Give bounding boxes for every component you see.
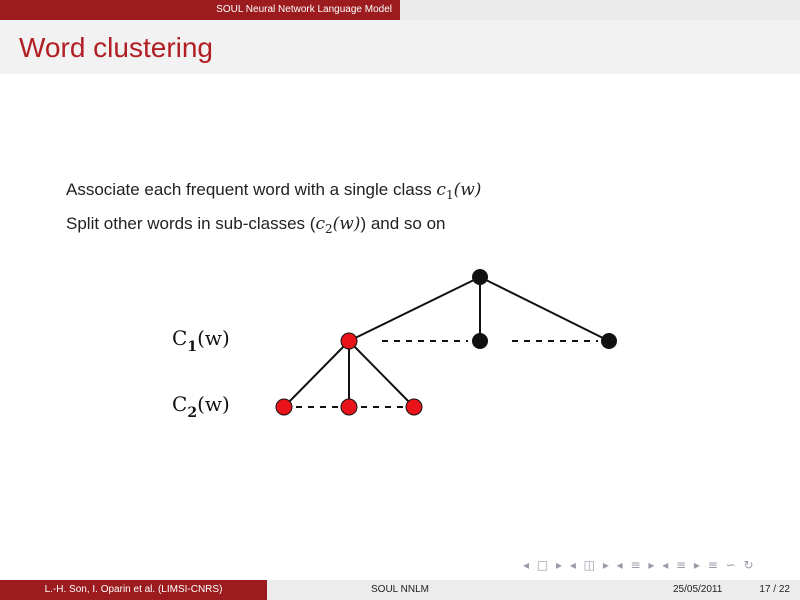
subclass-node	[406, 399, 422, 415]
root-node	[472, 269, 488, 285]
section-title[interactable]: SOUL Neural Network Language Model	[0, 0, 400, 20]
class-node	[601, 333, 617, 349]
level-label-arg: (w)	[197, 326, 230, 350]
beamer-navigation-symbols[interactable]: ◂ □ ▸ ◂ ◫ ▸ ◂ ≡ ▸ ◂ ≡ ▸ ≡ ∽ ↻	[523, 558, 756, 572]
tree-edge	[284, 341, 349, 407]
footer-date-page	[533, 580, 800, 600]
math-argument: (w)	[453, 180, 482, 200]
level-label-var: C	[172, 392, 188, 416]
level-label-arg: (w)	[197, 392, 230, 416]
bullet-text-end: ) and so on	[360, 214, 446, 233]
class-node	[472, 333, 488, 349]
sibling-links	[296, 341, 598, 407]
footer-page-number: 17 / 22	[759, 584, 790, 595]
math-subscript: 1	[445, 188, 454, 202]
bullet-text: Split other words in sub-classes (	[66, 214, 316, 233]
slide-title: Word clustering	[19, 32, 214, 63]
level-label-var: C	[172, 326, 188, 350]
class-node-highlighted	[341, 333, 357, 349]
footer-date: 25/05/2011	[673, 584, 723, 595]
tree-edge	[349, 341, 414, 407]
bullet-text: Associate each frequent word with a single class	[66, 180, 437, 199]
subclass-node	[341, 399, 357, 415]
tree-edge	[349, 277, 480, 341]
subclass-node	[276, 399, 292, 415]
level-label-sub: 2	[187, 405, 198, 421]
tree-edge	[480, 277, 609, 341]
math-variable: c	[315, 214, 325, 234]
math-subscript: 2	[324, 222, 333, 236]
math-variable: c	[436, 180, 446, 200]
footer-authors: L.-H. Son, I. Oparin et al. (LIMSI-CNRS)	[0, 580, 267, 600]
level-label-sub: 1	[187, 339, 198, 355]
footer-short-title: SOUL NNLM	[267, 580, 533, 600]
math-argument: (w)	[332, 214, 361, 234]
footer-bar	[0, 580, 800, 600]
